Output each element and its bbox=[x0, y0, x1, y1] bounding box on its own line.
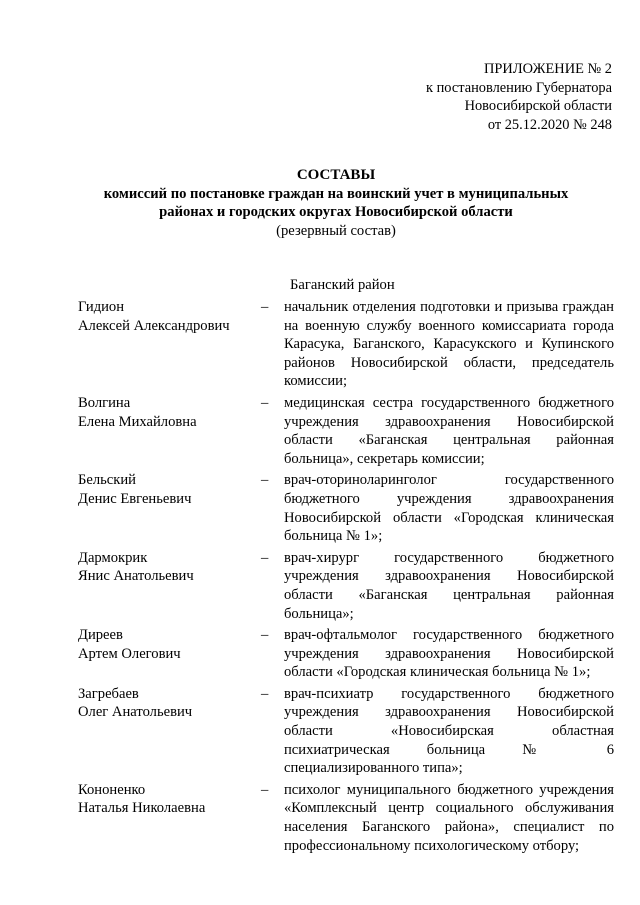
member-description: психолог муниципального бюджетного учреждения «Комплексный центр социального обслуживания населения Баганского района», специалист по профессиональному психологическому отбору; bbox=[284, 781, 614, 854]
member-dash: – bbox=[261, 685, 269, 702]
member-surname: Дармокрик bbox=[78, 549, 148, 566]
member-surname: Диреев bbox=[78, 627, 123, 644]
member-surname: Бельский bbox=[78, 472, 136, 489]
member-surname: Волгина bbox=[78, 394, 131, 411]
member-description: врач-хирург государственного бюджетного учреждения здравоохранения Новосибирской области «Баганская центральная районная больница»; bbox=[284, 549, 614, 622]
member-name bbox=[78, 685, 261, 778]
member-name bbox=[78, 549, 261, 623]
member-name bbox=[78, 298, 261, 391]
member-row bbox=[78, 626, 614, 682]
member-dash: – bbox=[261, 472, 269, 489]
member-given-name: Наталья Николаевна bbox=[78, 800, 206, 817]
member-dash: – bbox=[261, 627, 269, 644]
district-name: Баганский район bbox=[290, 277, 395, 293]
document-heading bbox=[60, 166, 612, 240]
member-dash: – bbox=[261, 299, 269, 315]
member-dash: – bbox=[261, 549, 269, 566]
member-surname: Гидион bbox=[78, 299, 125, 315]
member-description: врач-офтальмолог государственного бюджетного учреждения здравоохранения Новосибирской области «Городская клиническая больница № 1»; bbox=[284, 627, 614, 681]
member-description: врач-психиатр государственного бюджетного учреждения здравоохранения Новосибирской области «Новосибирская областная психиатрическая больница № 6 специализированного типа»; bbox=[284, 685, 614, 777]
appendix-header bbox=[352, 60, 612, 134]
member-row bbox=[78, 394, 614, 468]
subtitle-line-1: комиссий по постановке граждан на воинский учет в муниципальных bbox=[103, 185, 569, 202]
appendix-number: ПРИЛОЖЕНИЕ № 2 bbox=[484, 61, 612, 77]
appendix-date: от 25.12.2020 № 248 bbox=[487, 116, 612, 133]
member-description: врач-оториноларинголог государственного бюджетного учреждения здравоохранения Новосибирской области «Городская клиническая больница № 1»; bbox=[284, 472, 614, 545]
appendix-region: Новосибирской области bbox=[464, 98, 612, 114]
member-given-name: Артем Олегович bbox=[78, 645, 181, 662]
member-given-name: Елена Михайловна bbox=[78, 413, 197, 430]
member-description: начальник отделения подготовки и призыва граждан на военную службу военного комиссариата города Карасука, Баганского, Карасукского и Купинского районов Новосибирской области, председатель комиссии; bbox=[284, 299, 614, 390]
member-given-name: Янис Анатольевич bbox=[78, 568, 194, 585]
page-title: СОСТАВЫ bbox=[296, 167, 376, 183]
member-name bbox=[78, 781, 261, 855]
members-list bbox=[78, 298, 614, 858]
member-dash: – bbox=[261, 394, 269, 411]
member-dash: – bbox=[261, 781, 269, 798]
member-given-name: Олег Анатольевич bbox=[78, 704, 193, 721]
member-surname: Загребаев bbox=[78, 685, 139, 702]
member-surname: Кононенко bbox=[78, 781, 146, 798]
member-name bbox=[78, 471, 261, 545]
member-given-name: Алексей Александрович bbox=[78, 317, 230, 334]
member-name bbox=[78, 394, 261, 468]
member-row bbox=[78, 685, 614, 778]
member-description: медицинская сестра государственного бюджетного учреждения здравоохранения Новосибирской области «Баганская центральная районная больница», секретарь комиссии; bbox=[284, 394, 614, 467]
member-row bbox=[78, 549, 614, 623]
reserve-note: (резервный состав) bbox=[276, 222, 396, 239]
member-name bbox=[78, 626, 261, 682]
appendix-resolution: к постановлению Губернатора bbox=[426, 79, 612, 96]
member-row bbox=[78, 781, 614, 855]
member-row bbox=[78, 298, 614, 391]
member-row bbox=[78, 471, 614, 545]
subtitle-line-2: районах и городских округах Новосибирской области bbox=[159, 204, 513, 220]
member-given-name: Денис Евгеньевич bbox=[78, 490, 192, 507]
